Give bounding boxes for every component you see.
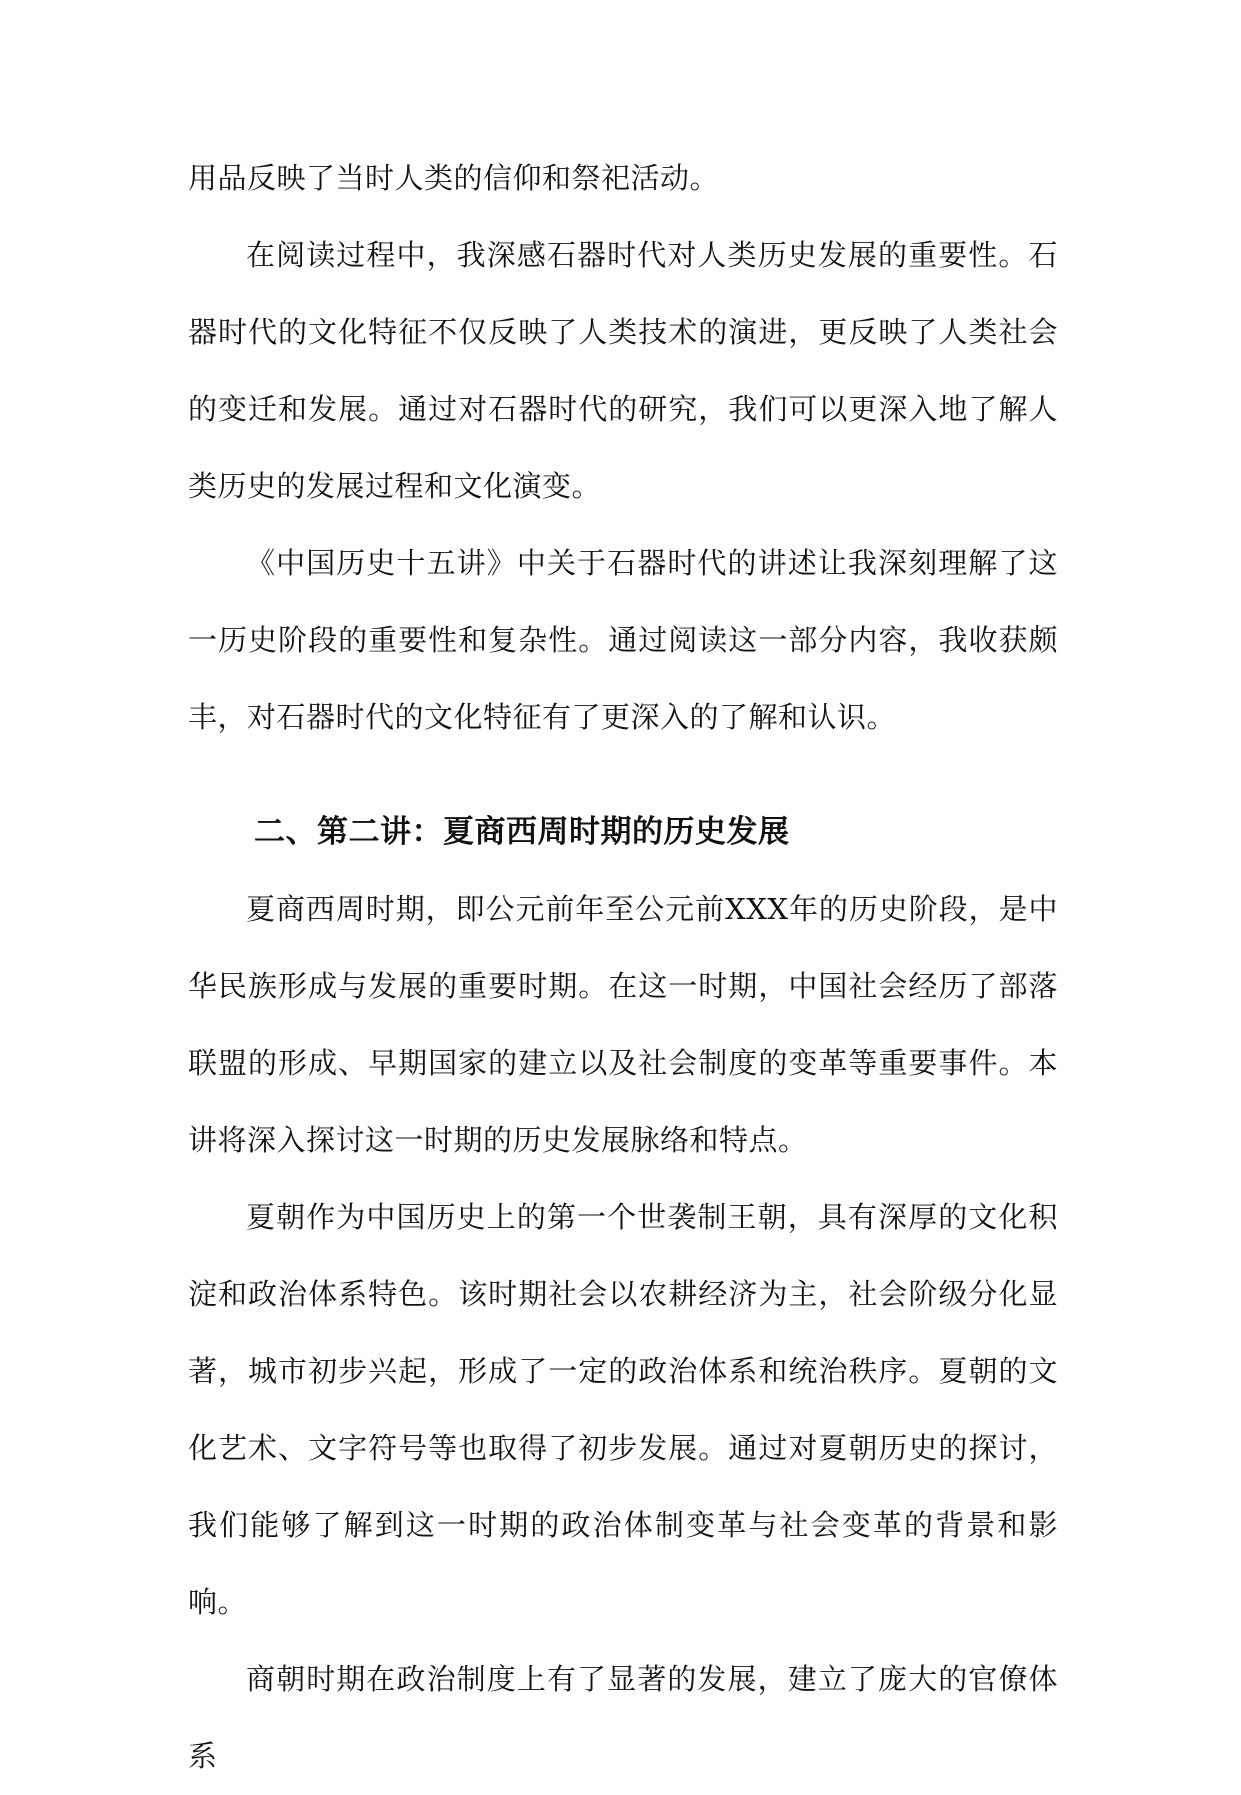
paragraph-xia-shang-zhou-intro: 夏商西周时期，即公元前年至公元前XXX年的历史阶段，是中华民族形成与发展的重要时期。在这一时期，中国社会经历了部落联盟的形成、早期国家的建立以及社会制度的变革等重要事件。本讲将深入探讨这一时期的历史发展脉络和特点。: [188, 892, 1058, 1157]
paragraph-continuation: 用品反映了当时人类的信仰和祭祀活动。: [188, 161, 720, 195]
section-heading: 二、第二讲：夏商西周时期的历史发展: [254, 814, 790, 850]
page-content: [188, 140, 1058, 1795]
paragraph-xia-dynasty: 夏朝作为中国历史上的第一个世袭制王朝，具有深厚的文化积淀和政治体系特色。该时期社会以农耕经济为主，社会阶级分化显著，城市初步兴起，形成了一定的政治体系和统治秩序。夏朝的文化艺术、文字符号等也取得了初步发展。通过对夏朝历史的探讨，我们能够了解到这一时期的政治体制变革与社会变革的背景和影响。: [188, 1200, 1058, 1619]
paragraph-stone-age-importance: 在阅读过程中，我深感石器时代对人类历史发展的重要性。石器时代的文化特征不仅反映了人类技术的演进，更反映了人类社会的变迁和发展。通过对石器时代的研究，我们可以更深入地了解人类历史的发展过程和文化演变。: [188, 238, 1058, 503]
paragraph-shang-dynasty: 商朝时期在政治制度上有了显著的发展，建立了庞大的官僚体系: [188, 1662, 1058, 1773]
paragraph-reading-reflection: 《中国历史十五讲》中关于石器时代的讲述让我深刻理解了这一历史阶段的重要性和复杂性。通过阅读这一部分内容，我收获颇丰，对石器时代的文化特征有了更深入的了解和认识。: [188, 546, 1058, 734]
